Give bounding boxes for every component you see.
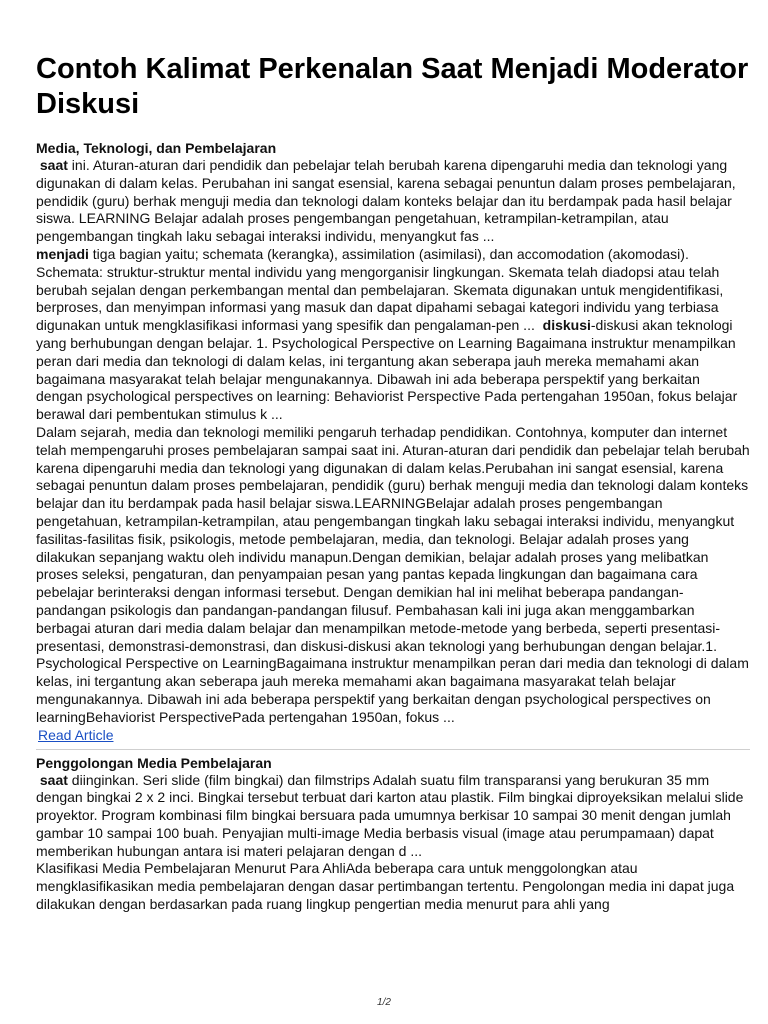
search-snippet — [36, 772, 750, 861]
snippet-text: diinginkan. Seri slide (film bingkai) dan filmstrips Adalah suatu film transparansi yang berukuran 35 mm dengan bingkai 2 x 2 inci. Bingkai tersebut terbuat dari karton atau plastik. Film bingkai diproyeksikan melalui slide proyektor. Program kombinasi film bingkai bersuara pada umumnya berkisar 10 sampai 30 menit dengan jumlah gambar 10 sampai 100 buah. Penyajian multi-image Media berbasis visual (image atau perumpamaan) dapat memberikan hubungan antara isi materi pelajaran dengan d ... — [36, 771, 744, 859]
keyword-highlight: saat — [39, 771, 68, 788]
document-page — [36, 52, 750, 914]
page-title: Contoh Kalimat Perkenalan Saat Menjadi Moderator Diskusi — [36, 53, 749, 120]
section-heading: Media, Teknologi, dan Pembelajaran — [36, 140, 277, 156]
article-body: Klasifikasi Media Pembelajaran Menurut Para AhliAda beberapa cara untuk menggolongkan atau mengklasifikasikan media pembelajaran dengan dasar pertimbangan tertentu. Pengolongan media ini dapat juga dilakukan dengan berdasarkan pada ruang lingkup pengertian media menurut para ahli yang — [36, 860, 735, 913]
section-divider — [36, 749, 750, 750]
page-number: 1/2 — [377, 997, 391, 1008]
read-article-link[interactable]: Read Article — [38, 726, 114, 743]
article-section-2 — [36, 755, 750, 914]
snippet-text: -diskusi akan teknologi yang berhubungan dengan belajar. 1. Psychological Perspective on Learning Bagaimana instruktur menampilkan peran dari media dan teknologi di dalam kelas, ini tergantung akan seberapa jauh mereka memahami akan bagaimana masyarakat telah belajar mengunakannya. Dibawah ini ada beberapa perspektif yang berkaitan dengan psychological perspectives on learning: Behaviorist Perspective Pada pertengahan 1950an, fokus belajar berawal dari pembentukan stimulus k ... — [36, 317, 738, 423]
snippet-text: ini. Aturan-aturan dari pendidik dan pebelajar telah berubah karena dipengaruhi media dan teknologi yang digunakan di dalam kelas. Perubahan ini sangat esensial, karena sebagai penuntun dalam proses pembelajaran, pendidik (guru) berhak menguji media dan teknologi dalam konteks belajar dan itu berdampak pada hasil belajar siswa. LEARNING Belajar adalah proses pengembangan pengetahuan, ketrampilan-ketrampilan, atau pengembangan tingkah laku sebagai interaksi individu, menyangkut fas ... — [36, 157, 736, 245]
article-section-1 — [36, 140, 750, 745]
section-heading: Penggolongan Media Pembelajaran — [36, 754, 272, 771]
article-body: Dalam sejarah, media dan teknologi memiliki pengaruh terhadap pendidikan. Contohnya, komputer dan internet telah mempengaruhi proses pembelajaran sampai saat ini. Aturan-aturan dari pendidik dan pebelajar telah berubah karena dipengaruhi media dan teknologi yang digunakan di dalam kelas.Perubahan ini sangat esensial, karena sebagai penuntun dalam proses pembelajaran, pendidik (guru) berhak menguji media dan teknologi dalam konteks belajar dan itu berdampak pada hasil belajar siswa.LEARNINGBelajar adalah proses pengembangan pengetahuan, ketrampilan-ketrampilan, atau pengembangan tingkah laku sebagai interaksi individu, menyangkut fasilitas-fasilitas fisik, psikologis, metode pembelajaran, media, dan teknologi. Belajar adalah proses yang dilakukan sepanjang waktu oleh individu manapun.Dengan demikian, belajar adalah proses yang melibatkan proses seleksi, pengaturan, dan penyampaian pesan yang pantas kepada lingkungan dan bagaimana cara pebelajar berinteraksi dengan informasi tersebut. Dengan demikian hal ini melihat beberapa pandangan-pandangan psikologis dan pandangan-pandangan filusuf. Pembahasan kali ini juga akan menggambarkan berbagai aturan dari media dalam belajar dan menampilkan metode-metode yang berbeda, seperti presentasi-presentasi, demonstrasi-demonstrasi, dan diskusi-diskusi akan teknologi yang berhubungan dengan belajar.1. Psychological Perspective on LearningBagaimana instruktur menampilkan peran dari media dan teknologi di dalam kelas, ini tergantung akan seberapa jauh mereka memahami akan bagaimana masyarakat telah belajar mengunakannya. Dibawah ini ada beberapa perspektif yang berkaitan dengan psychological perspectives on learningBehaviorist PerspectivePada pertengahan 1950an, fokus ... — [36, 423, 750, 725]
keyword-highlight: saat — [39, 157, 68, 173]
snippet-text: tiga bagian yaitu; schemata (kerangka), assimilation (asimilasi), dan accomodation (akomodasi). Schemata: struktur-struktur mental individu yang mengorganisir lingkungan. Skemata telah diadopsi atau telah berubah sejalan dengan perkembangan mental dan pembelajaran. Skemata digunakan untuk mengidentifikasi, berproses, dan menyimpan informasi yang masuk dan dapat dipahami sebagai kategori individu yang terbiasa digunakan untuk mengklasifikasi informasi yang spesifik dan pengalaman-pen ... — [36, 245, 724, 334]
keyword-highlight: menjadi — [36, 245, 89, 262]
search-snippet — [36, 157, 750, 424]
keyword-highlight: diskusi — [542, 317, 591, 334]
